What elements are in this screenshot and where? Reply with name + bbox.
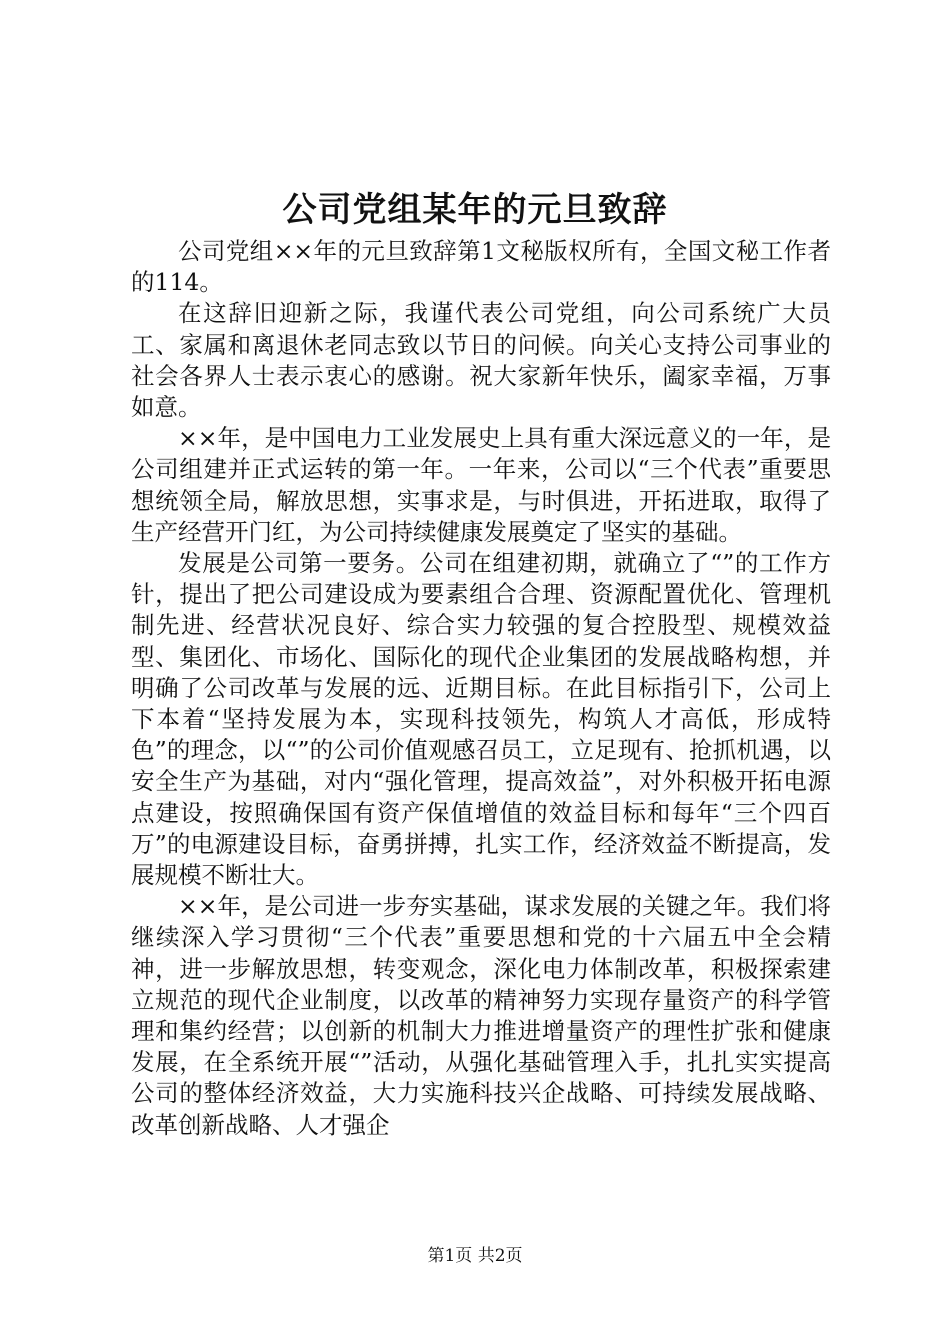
document-body	[131, 236, 831, 1141]
paragraph-3: ××年，是中国电力工业发展史上具有重大深远意义的一年，是公司组建并正式运转的第一年。一年来，公司以“三个代表”重要思想统领全局，解放思想，实事求是，与时俱进，开拓进取，取得了生产经营开门红，为公司持续健康发展奠定了坚实的基础。	[131, 424, 831, 546]
paragraph-2: 在这辞旧迎新之际，我谨代表公司党组，向公司系统广大员工、家属和离退休老同志致以节日的问候。向关心支持公司事业的社会各界人士表示衷心的感谢。祝大家新年快乐，阖家幸福，万事如意。	[131, 299, 831, 422]
page-number-footer: 第1页 共2页	[427, 1246, 523, 1266]
paragraph-1: 公司党组××年的元旦致辞第1文秘版权所有，全国文秘工作者的114。	[131, 237, 831, 297]
document-title: 公司党组某年的元旦致辞	[282, 190, 668, 230]
paragraph-5: ××年，是公司进一步夯实基础，谋求发展的关键之年。我们将继续深入学习贯彻“三个代表”重要思想和党的十六届五中全会精神，进一步解放思想，转变观念，深化电力体制改革，积极探索建立规范的现代企业制度，以改革的精神努力实现存量资产的科学管理和集约经营；以创新的机制大力推进增量资产的理性扩张和健康发展，在全系统开展“”活动，从强化基础管理入手，扎扎实实提高公司的整体经济效益，大力实施科技兴企战略、可持续发展战略、改革创新战略、人才强企	[131, 892, 831, 1139]
paragraph-4: 发展是公司第一要务。公司在组建初期，就确立了“”的工作方针，提出了把公司建设成为要素组合合理、资源配置优化、管理机制先进、经营状况良好、综合实力较强的复合控股型、规模效益型、集团化、市场化、国际化的现代企业集团的发展战略构想，并明确了公司改革与发展的远、近期目标。在此目标指引下，公司上下本着“坚持发展为本，实现科技领先，构筑人才高低，形成特色”的理念，以“”的公司价值观感召员工，立足现有、抢抓机遇，以安全生产为基础，对内“强化管理，提高效益”，对外积极开拓电源点建设，按照确保国有资产保值增值的效益目标和每年“三个四百万”的电源建设目标，奋勇拼搏，扎实工作，经济效益不断提高，发展规模不断壮大。	[131, 549, 831, 890]
